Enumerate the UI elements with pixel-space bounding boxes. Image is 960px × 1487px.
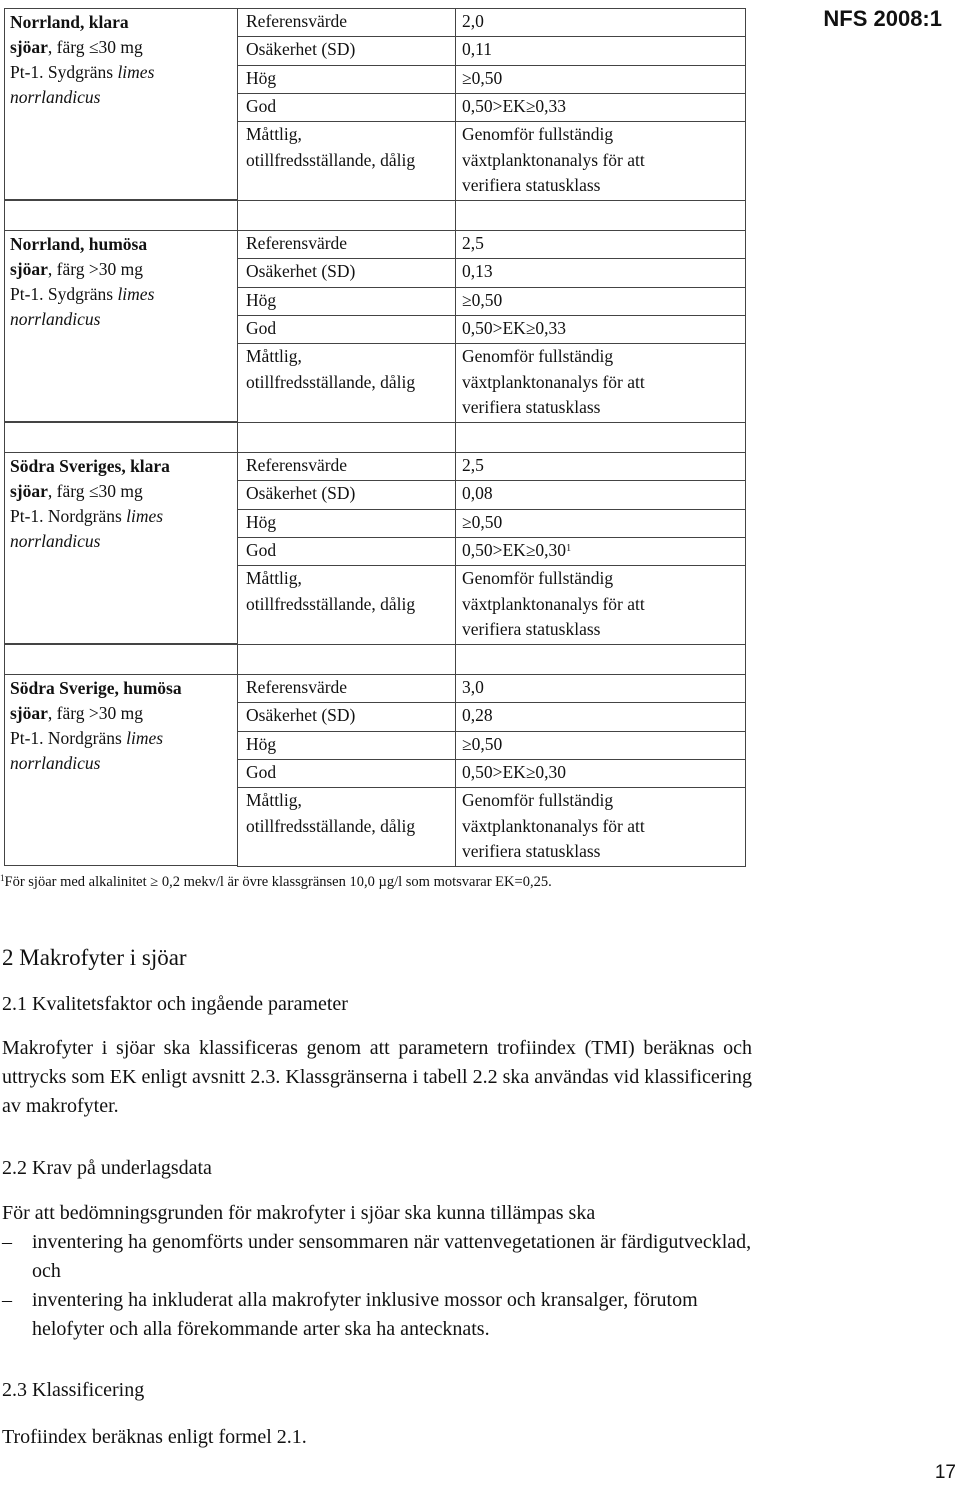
class-high-label: Hög [246, 68, 277, 88]
region-line: Södra Sverige, humösa [10, 678, 182, 698]
region-line: Pt-1. Sydgräns limes [10, 284, 155, 304]
region-cell [10, 10, 232, 110]
region-line: Pt-1. Nordgräns limes [10, 506, 164, 526]
table-cell-border [4, 422, 238, 453]
table-cell-border [455, 422, 746, 453]
region-line: Norrland, klara [10, 12, 129, 32]
requirement-list [2, 1228, 754, 1344]
subheading-2-1: 2.1 Kvalitetsfaktor och ingående parameter [2, 993, 348, 1015]
uncertainty-sd-value: 0,13 [462, 261, 493, 281]
region-cell [10, 232, 232, 332]
region-line: norrlandicus [10, 531, 101, 551]
class-good-value: 0,50>EK≥0,33 [462, 96, 567, 116]
class-good-label: God [246, 318, 277, 338]
table-cell-border [4, 644, 238, 675]
class-high-value: ≥0,50 [462, 68, 503, 88]
class-high-label: Hög [246, 290, 277, 310]
uncertainty-sd-value: 0,28 [462, 705, 493, 725]
reference-value-label: Referensvärde [246, 233, 348, 253]
class-good-label: God [246, 762, 277, 782]
reference-value-value: 2,5 [462, 233, 484, 253]
subheading-2-3: 2.3 Klassificering [2, 1379, 145, 1401]
reference-value-label: Referensvärde [246, 11, 348, 31]
uncertainty-sd-label: Osäkerhet (SD) [246, 483, 356, 503]
region-line: sjöar, färg ≤30 mg [10, 481, 143, 501]
table-cell-border [237, 644, 456, 675]
list-item [2, 1286, 754, 1344]
class-moderate-label: Måttlig, otillfredsställande, dålig [246, 568, 416, 614]
section-heading-2: 2 Makrofyter i sjöar [2, 945, 187, 970]
paragraph-2-3: Trofiindex beräknas enligt formel 2.1. [2, 1426, 307, 1448]
class-moderate-action: Genomför fullständig växtplanktonanalys för att verifiera statusklass [462, 568, 645, 639]
region-line: Södra Sveriges, klara [10, 456, 170, 476]
class-good-value: 0,50>EK≥0,33 [462, 318, 567, 338]
table-cell-border [237, 200, 456, 231]
uncertainty-sd-value: 0,08 [462, 483, 493, 503]
class-good-value: 0,50>EK≥0,30 [462, 762, 567, 782]
class-high-value: ≥0,50 [462, 512, 503, 532]
class-high-label: Hög [246, 734, 277, 754]
class-moderate-action: Genomför fullständig växtplanktonanalys för att verifiera statusklass [462, 790, 645, 861]
class-good-label: God [246, 96, 277, 116]
paragraph-2-1: Makrofyter i sjöar ska klassificeras genom att parametern trofiindex (TMI) beräknas och uttrycks som EK enligt avsnitt 2.3. Klassgränserna i tabell 2.2 ska användas vid klassificering av makrofyter. [2, 1037, 752, 1117]
footnote-text: För sjöar med alkalinitet ≥ 0,2 mekv/l är övre klassgränsen 10,0 µg/l som motsvarar EK=0,25. [4, 874, 552, 890]
table-cell-border [4, 200, 238, 231]
region-line: Pt-1. Sydgräns limes [10, 62, 155, 82]
region-line: norrlandicus [10, 753, 101, 773]
class-moderate-label: Måttlig, otillfredsställande, dålig [246, 124, 416, 170]
paragraph-2-2: För att bedömningsgrunden för makrofyter i sjöar ska kunna tillämpas ska [2, 1202, 596, 1224]
page-number: 17 [934, 1462, 956, 1483]
list-item-text: inventering ha genomförts under sensommaren när vattenvegetationen är färdigutvecklad, och [32, 1231, 752, 1282]
table-footnote [0, 874, 552, 891]
class-high-value: ≥0,50 [462, 734, 503, 754]
table-cell-border [237, 422, 456, 453]
subheading-2-2: 2.2 Krav på underlagsdata [2, 1157, 212, 1179]
region-line: norrlandicus [10, 87, 101, 107]
list-item-text: inventering ha inkluderat alla makrofyter inklusive mossor och kransalger, förutom helofyter och alla förekommande arter ska ha antecknats. [32, 1289, 698, 1340]
region-cell [10, 454, 232, 554]
class-high-label: Hög [246, 512, 277, 532]
document-code: NFS 2008:1 [823, 6, 942, 31]
reference-value-value: 2,0 [462, 11, 484, 31]
table-cell-border [455, 200, 746, 231]
class-high-value: ≥0,50 [462, 290, 503, 310]
region-line: sjöar, färg ≤30 mg [10, 37, 143, 57]
region-line: sjöar, färg >30 mg [10, 259, 143, 279]
region-cell [10, 676, 232, 776]
footnote-mark: 1 [0, 873, 5, 883]
dash-marker: – [2, 1289, 12, 1311]
reference-value-value: 2,5 [462, 455, 484, 475]
class-good-value: $0,50>EK\ge 0,30^1$ [462, 540, 572, 560]
class-moderate-label: Måttlig, otillfredsställande, dålig [246, 790, 416, 836]
list-item [2, 1228, 754, 1286]
uncertainty-sd-label: Osäkerhet (SD) [246, 261, 356, 281]
class-moderate-action: Genomför fullständig växtplanktonanalys för att verifiera statusklass [462, 124, 645, 195]
uncertainty-sd-value: 0,11 [462, 39, 492, 59]
region-line: Norrland, humösa [10, 234, 148, 254]
region-line: Pt-1. Nordgräns limes [10, 728, 164, 748]
class-good-label: God [246, 540, 277, 560]
reference-value-label: Referensvärde [246, 677, 348, 697]
table-cell-border [455, 644, 746, 675]
reference-value-label: Referensvärde [246, 455, 348, 475]
reference-value-value: 3,0 [462, 677, 484, 697]
class-moderate-label: Måttlig, otillfredsställande, dålig [246, 346, 416, 392]
uncertainty-sd-label: Osäkerhet (SD) [246, 39, 356, 59]
dash-marker: – [2, 1231, 12, 1253]
region-line: norrlandicus [10, 309, 101, 329]
region-line: sjöar, färg >30 mg [10, 703, 143, 723]
class-moderate-action: Genomför fullständig växtplanktonanalys för att verifiera statusklass [462, 346, 645, 417]
uncertainty-sd-label: Osäkerhet (SD) [246, 705, 356, 725]
